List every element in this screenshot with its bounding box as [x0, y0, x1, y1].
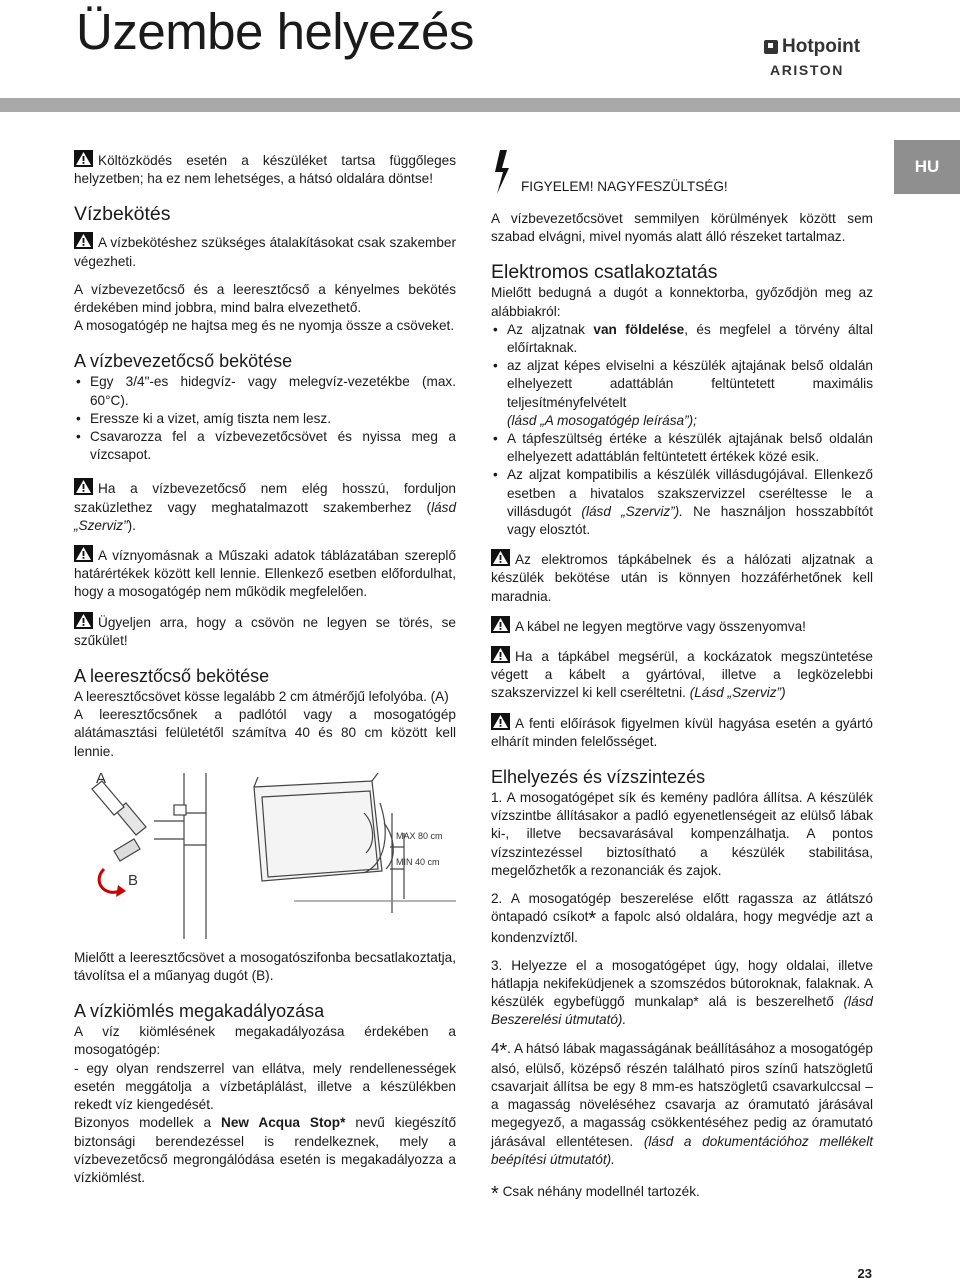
water-p2: A vízbevezetőcső és a leeresztőcső a kényelmes bekötés érdekében mind jobbra, mind balra elvezethető. [74, 281, 456, 316]
leveling-heading: Elhelyezés és vízszintezés [491, 767, 706, 788]
warning-icon [74, 478, 93, 495]
warning-icon [491, 646, 510, 663]
electric-list [491, 321, 873, 539]
electric-intro: Mielőtt bedugná a dugót a konnektorba, győződjön meg az alábbiakról: [491, 285, 873, 319]
warning-icon [491, 616, 510, 633]
step-4: 4*. A hátsó lábak magasságának beállításához a mosogatógép alsó, elülső, középső részén található piros színű hatszögletű csavarjait állítsa be egy 8 mm-es hatszögletű csavarkulccsal – a magasság növeléséhez csavarja az óramutató járásával megegyező, a magasság csökkentéséhez pedig az óramutató járásával ellentétesen. (lásd a dokumentációhoz mellékelt beépítési útmutatót). [491, 1039, 874, 1167]
brand-subname: ARISTON [770, 62, 844, 78]
leak-heading: A vízkiömlés megakadályozása [74, 1001, 325, 1022]
water-warning: A vízbekötéshez szükséges átalakításokat csak szakember végezheti. [74, 232, 456, 270]
list-item: • Eressze ki a vizet, amíg tiszta nem lesz. [74, 410, 456, 428]
list-item: • Csavarozza fel a vízbevezetőcsövet és nyissa meg a vízcsapot. [74, 428, 456, 464]
danger-title: FIGYELEM! NAGYFESZÜLTSÉG! [521, 179, 728, 194]
list-item: • Az aljzatnak van földelése, és megfelel a törvény által előírtaknak. [491, 321, 873, 357]
list-item: • az aljzat képes elviselni a készülék ajtajának belső oldalán elhelyezett adattáblán feltüntetett maximális teljesítményfelvételt (lásd „A mosogatógép leírása”); [491, 357, 873, 430]
warning-icon [491, 549, 510, 566]
move-warning: Költözködés esetén a készüléket tartsa függőleges helyzetben; ha ez nem lehetséges, a hátsó oldalára döntse! [74, 150, 456, 188]
high-voltage-icon [491, 150, 513, 196]
page-number: 23 [857, 1266, 872, 1281]
step-3: 3. Helyezze el a mosogatógépet úgy, hogy oldalai, illetve hátlapja nekifeküdjenek a szomszédos bútoroknak, falaknak. A készülék egybefüggő munkalap* alá is beszerelhető (lásd Beszerelési útmutató). [491, 957, 873, 1028]
water-heading: Vízbekötés [74, 203, 171, 226]
brand-name: Hotpoint [782, 36, 861, 57]
header-band [0, 98, 960, 112]
electric-heading: Elektromos csatlakoztatás [491, 261, 718, 284]
leak-p3: Bizonyos modellek a New Acqua Stop* nevű kiegészítő biztonsági berendezéssel is rendelkeznek, mely a vízbevezetőcső megrongálódása esetén is megakadályozza a vízkiömlést. [74, 1115, 456, 1185]
drain-heading: A leeresztőcső bekötése [74, 666, 270, 687]
warning-icon [74, 545, 93, 562]
warning-icon [74, 150, 93, 167]
pressure-warning: A víznyomásnak a Műszaki adatok táblázatában szereplő határértékek között kell lennie. Ellenkező esetben előfordulhat, hogy a mosogatógép nem működik megfelelően. [74, 545, 456, 602]
damaged-cable-warning: Ha a tápkábel megsérül, a kockázatok megszüntetése végett a kábelt a gyártóval, illetve a legközelebbi szakszervizzel ki kell cseréltetni. (Lásd „Szerviz”) [491, 646, 873, 703]
water-p3: A mosogatógép ne hajtsa meg és ne nyomja össze a csöveket. [74, 318, 455, 334]
liability-warning: A fenti előírások figyelmen kívül hagyása esetén a gyártó elhárít minden felelősséget. [491, 713, 873, 751]
warning-icon [74, 612, 93, 629]
drain-p3: Mielőtt a leeresztőcsövet a mosogatószifonba becsatlakoztatja, távolítsa el a műanyag dugót (B). [74, 949, 456, 984]
inlet-list [74, 373, 456, 464]
footnote: * Csak néhány modellnél tartozék. [491, 1182, 700, 1205]
logo-mark-icon [764, 40, 778, 54]
list-item: • Egy 3/4"-es hidegvíz- vagy melegvíz-vezetékbe (max. 60°C). [74, 373, 456, 409]
language-tab: HU [894, 140, 960, 194]
step-1: 1. A mosogatógépet sík és kemény padlóra állítsa. A készülék vízszintbe állításakor a padló egyenetlenségeit az elülső lábak ki-, illetve becsavarásával kompenzálhatja. A pontos vízszintezéssel biztosítható a készülék stabilitása, megelőzhetők a rezonanciák és zajok. [491, 790, 873, 878]
page-title: Üzembe helyezés [76, 3, 474, 60]
list-item: • A tápfeszültség értéke a készülék ajtajának belső oldalán elhelyezett adattáblán feltüntetett értékek közé esik. [491, 430, 873, 466]
leak-p2: - egy olyan rendszerrel van ellátva, mely rendellenességek esetén meggátolja a vízbetáplálást, illetve a készülékben rekedt víz kiengedését. [74, 1060, 456, 1113]
access-warning: Az elektromos tápkábelnek és a hálózati aljzatnak a készülék bekötése után is könnyen hozzáférhetőnek kell maradnia. [491, 549, 873, 606]
label-a: A [96, 772, 107, 787]
max-height-label: MAX 80 cm [396, 830, 443, 841]
label-b: B [128, 871, 139, 889]
min-height-label: MIN 40 cm [396, 856, 440, 867]
warning-icon [74, 232, 93, 249]
brand-logo [764, 36, 872, 78]
inlet-heading: A vízbevezetőcső bekötése [74, 351, 293, 372]
drain-p2: A leeresztőcsőnek a padlótól vagy a mosogatógép alátámasztási felületétől számítva 40 és 80 cm között kell lennie. [74, 707, 456, 759]
drain-diagram [74, 773, 456, 939]
hose-length-warning: Ha a vízbevezetőcső nem elég hosszú, forduljon szaküzlethez vagy meghatalmazott szakemberhez (lásd „Szerviz”). [74, 478, 456, 535]
drain-p1: A leeresztőcsövet kösse legalább 2 cm átmérőjű lefolyóba. (A) [74, 689, 449, 705]
drain-figure [74, 773, 456, 939]
warning-icon [491, 713, 510, 730]
kink-warning: Ügyeljen arra, hogy a csövön ne legyen se törés, se szűkület! [74, 612, 456, 650]
leak-p1: A víz kiömlésének megakadályozása érdekében a mosogatógép: [74, 1024, 456, 1058]
list-item: • Az aljzat kompatibilis a készülék villásdugójával. Ellenkező esetben a hivatalos szakszervizzel cseréltesse le a villásdugót (lásd „Szerviz”). Ne használjon hosszabbítót vagy elosztót. [491, 466, 873, 539]
danger-block [491, 150, 873, 196]
right-column [491, 150, 873, 1203]
danger-text: A vízbevezetőcsövet semmilyen körülmények között sem szabad elvágni, mivel nyomás alatt álló részeket tartalmaz. [491, 211, 873, 245]
cable-warning: A kábel ne legyen megtörve vagy összenyomva! [491, 616, 873, 636]
left-column [74, 150, 456, 1187]
step-2: 2. A mosogatógép beszerelése előtt ragassza az átlátszó öntapadó csíkot* a fapolc alsó oldalára, hogy megvédje azt a kondenzvíztől. [491, 891, 873, 945]
